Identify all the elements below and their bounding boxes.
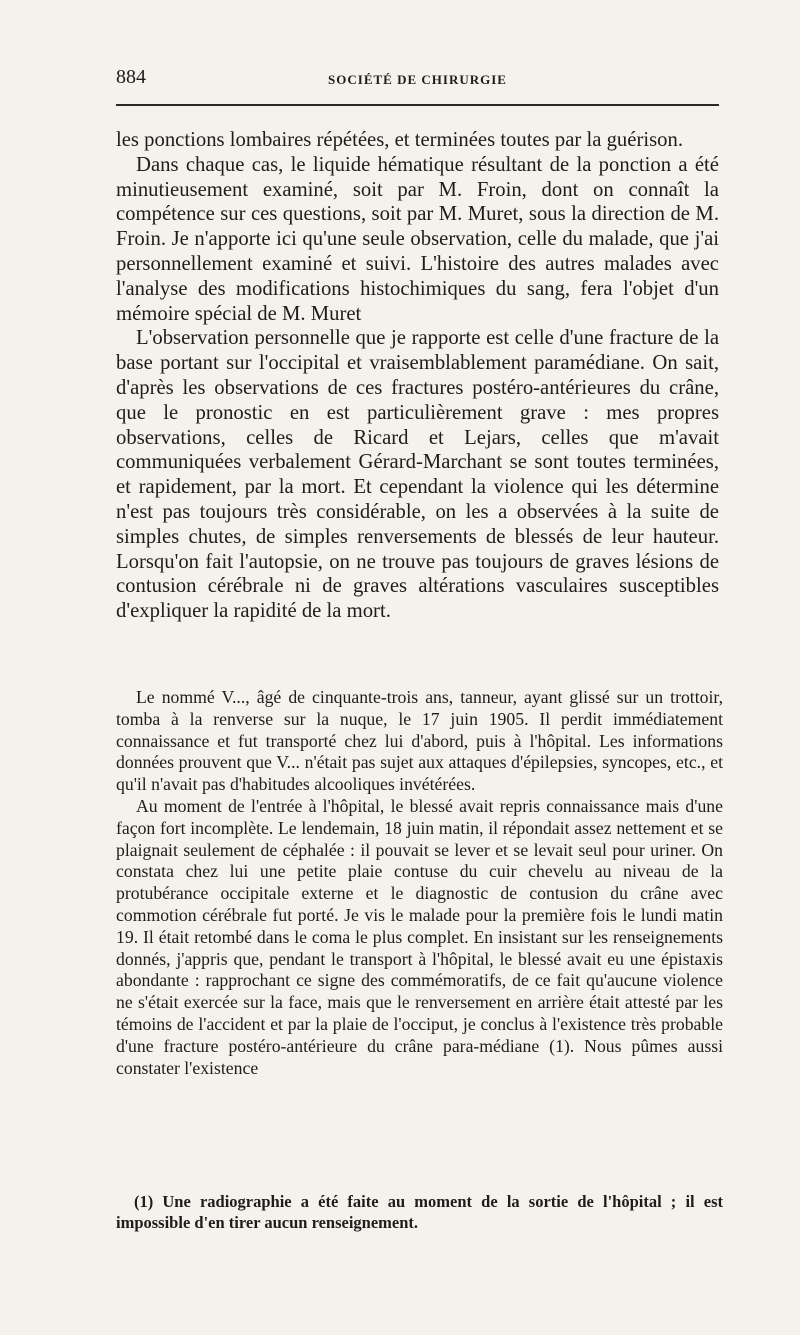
case-paragraph-history: Le nommé V..., âgé de cinquante-trois ans, tanneur, ayant glissé sur un trottoir, tomba à la renverse sur la nuque, le 17 juin 1905. Il perdit immédiatement connaissance et fut transporté chez lui d'abord, puis à l'hôpital. Les informations données prouvent que V... n'était pas sujet aux attaques d'épilepsies, syncopes, etc., et qu'il n'avait pas d'habitudes alcooliques invétérées. [116, 687, 723, 795]
main-text [116, 128, 719, 624]
page-number: 884 [116, 66, 146, 88]
paragraph-continuation: les ponctions lombaires répétées, et terminées toutes par la guérison. [116, 129, 684, 151]
footnote-text: (1) Une radiographie a été faite au moment de la sortie de l'hôpital ; il est impossible d'en tirer aucun renseignement. [116, 1192, 723, 1232]
case-report [116, 687, 723, 1079]
paragraph-method: Dans chaque cas, le liquide hématique résultant de la ponction a été minutieusement examiné, soit par M. Froin, dont on connaît la compétence sur ces questions, soit par M. Muret, sous la direction de M. Froin. Je n'apporte ici qu'une seule observation, celle du malade, que j'ai personnellement examiné et suivi. L'histoire des autres malades avec l'analyse des modifications histochimiques du sang, fera l'objet d'un mémoire spécial de M. Muret [116, 153, 719, 325]
paragraph-observation-intro: L'observation personnelle que je rapporte est celle d'une fracture de la base portant sur l'occipital et vraisemblablement paramédiane. On sait, d'après les observations de ces fractures postéro-antérieures du crâne, que le pronostic en est particulièrement grave : mes propres observations, celles de Ricard et Lejars, celles que m'avait communiquées verbalement Gérard-Marchant se sont toutes terminées, et rapidement, par la mort. Et cependant la violence qui les détermine n'est pas toujours très considérable, on les a observées à la suite de simples chutes, de simples renversements de blessés de leur hauteur. Lorsqu'on fait l'autopsie, on ne trouve pas toujours de graves lésions de contusion cérébrale ni de graves altérations vasculaires susceptibles d'expliquer la rapidité de la mort. [116, 327, 719, 623]
footnote [116, 1192, 723, 1233]
case-paragraph-admission: Au moment de l'entrée à l'hôpital, le blessé avait repris connaissance mais d'une façon fort incomplète. Le lendemain, 18 juin matin, il répondait assez nettement et se plaignait seulement de céphalée : il pouvait se lever et se levait seul pour uriner. On constata chez lui une petite plaie contuse du cuir chevelu au niveau de la protubérance occipitale externe et le diagnostic de contusion du crâne avec commotion cérébrale fut porté. Je vis le malade pour la première fois le lundi matin 19. Il était retombé dans le coma le plus complet. En insistant sur les renseignements donnés, j'appris que, pendant le transport à l'hôpital, le blessé avait eu une épistaxis abondante : rapprochant ce signe des commémoratifs, de ce fait qu'aucune violence ne s'était exercée sur la face, mais que le renversement en arrière était attesté par les témoins de l'accident et par la plaie de l'occiput, je conclus à l'existence très probable d'une fracture postéro-antérieure du crâne para-médiane (1). Nous pûmes aussi constater l'existence [116, 795, 723, 1078]
header-rule [116, 104, 719, 106]
running-title: SOCIÉTÉ DE CHIRURGIE [328, 72, 507, 87]
page-header [116, 66, 719, 96]
